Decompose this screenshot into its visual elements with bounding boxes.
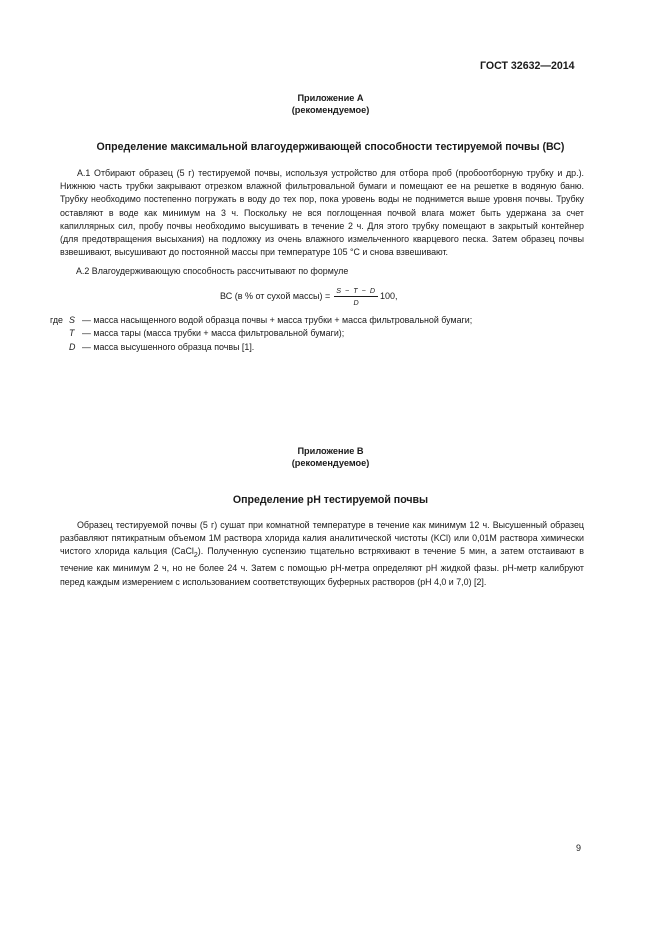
definition-text: — масса высушенного образца почвы [1]. bbox=[82, 341, 255, 352]
annex-a-paragraph-1-block bbox=[60, 167, 584, 259]
annex-a-paragraph-1: А.1 Отбирают образец (5 г) тестируемой почвы, используя устройство для отбора проб (пробоотборную трубку и др.). Нижнюю часть трубки закрывают отрезком влажной фильтровальной бумаги и помещают ее на решетке в водяную баню. Трубку необходимо постепенно погружать в воду до тех пор, пока уровень воды не поднимется выше уровня почвы. Трубку оставляют в воде как минимум на 3 ч. Поскольку не вся поглощенная почвой влага может быть удержана за счет капиллярных сил, пробу почвы необходимо высушивать в течение 2 ч. Для этого трубку помещают в закрытый контейнер (для предотвращения высыхания) на подложку из очень влажного измельченного кварцевого песка. Затем образец почвы взвешивают, высушивают до постоянной массы при температуре 105 °С и снова взвешивают. bbox=[60, 168, 584, 258]
formula-denominator: D bbox=[353, 298, 359, 307]
annex-a-paragraph-2: А.2 Влагоудерживающую способность рассчитывают по формуле bbox=[76, 266, 349, 276]
page-number: 9 bbox=[576, 843, 582, 853]
annex-a-title-block bbox=[0, 92, 661, 116]
standard-number: ГОСТ 32632—2014 bbox=[480, 60, 575, 72]
formula-multiplier: 100, bbox=[380, 290, 398, 301]
where-label: где bbox=[50, 315, 63, 325]
annex-a-heading: Определение максимальной влагоудерживающей способности тестируемой почвы (ВС) bbox=[96, 141, 565, 153]
definition-text: — масса насыщенного водой образца почвы + масса трубки + масса фильтровальной бумаги; bbox=[82, 315, 473, 325]
definition-text: — масса тары (масса трубки + масса фильтровальной бумаги); bbox=[82, 328, 345, 339]
formula-lhs: ВС (в % от сухой массы) = bbox=[220, 290, 331, 301]
annex-b-status: (рекомендуемое) bbox=[291, 458, 370, 468]
annex-b-paragraph-block bbox=[60, 519, 584, 589]
definition-symbol: S bbox=[69, 315, 75, 325]
annex-b-paragraph bbox=[60, 519, 584, 589]
subscript-2: 2 bbox=[193, 552, 198, 560]
annex-b-heading: Определение pH тестируемой почвы bbox=[232, 494, 429, 506]
formula-definitions bbox=[50, 314, 472, 354]
definition-symbol: T bbox=[69, 328, 75, 339]
annex-b-paragraph-post: ). Полученную суспензию тщательно встряхивают в течение 5 мин, а затем отстаивают в течение как минимум 2 ч, но не более 24 ч. Затем с помощью pH-метра определяют pH жидкой фазы. pH-метр калибруют перед каждым измерением с использованием соответствующих буферных растворов (pH 4,0 и 7,0) [2]. bbox=[60, 546, 584, 587]
annex-a-status: (рекомендуемое) bbox=[291, 105, 370, 115]
definition-row bbox=[50, 314, 472, 327]
annex-b-paragraph-pre: Образец тестируемой почвы (5 г) сушат при комнатной температуре в течение как минимум 12 ч. Высушенный образец разбавляют пятикратным объемом 1М раствора хлорида калия аналитической чистоты (KCl) или 0,01М раствора химически чистого хлорида кальция (CaCl bbox=[60, 520, 584, 557]
moisture-capacity-formula bbox=[220, 286, 398, 307]
definition-row bbox=[50, 341, 472, 354]
formula-numerator: S − T − D bbox=[336, 286, 377, 295]
annex-a-title: Приложение А bbox=[297, 93, 364, 103]
definition-symbol: D bbox=[69, 341, 76, 352]
formula-fraction bbox=[334, 286, 378, 307]
definition-row bbox=[50, 327, 472, 340]
annex-b-title: Приложение В bbox=[297, 446, 364, 456]
annex-b-title-block bbox=[0, 445, 661, 469]
